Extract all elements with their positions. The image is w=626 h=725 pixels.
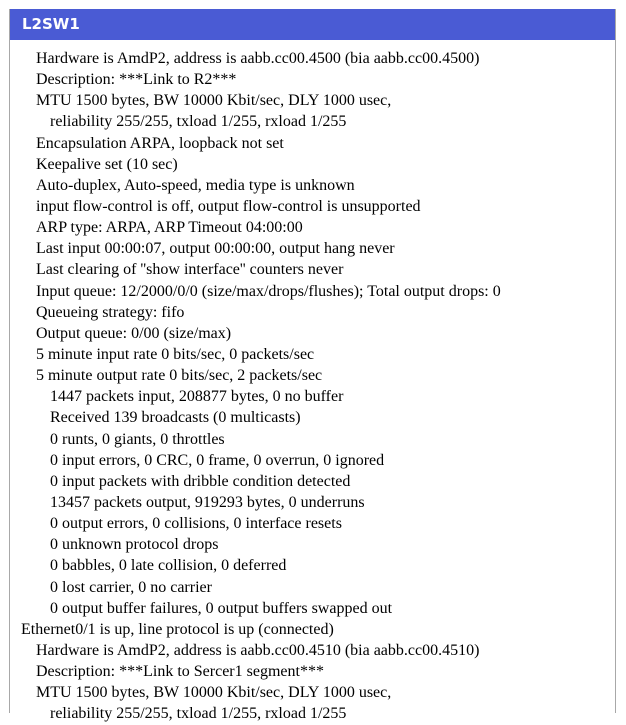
output-line: Description: ***Link to R2*** — [36, 71, 237, 89]
output-line: MTU 1500 bytes, BW 10000 Kbit/sec, DLY 1000 usec, — [36, 92, 392, 110]
output-line: 5 minute output rate 0 bits/sec, 2 packets/sec — [36, 367, 323, 385]
output-line: Output queue: 0/00 (size/max) — [36, 324, 232, 342]
terminal-output — [10, 40, 615, 725]
output-line: 0 lost carrier, 0 no carrier — [50, 578, 212, 596]
output-line: Keepalive set (10 sec) — [36, 155, 178, 173]
output-line: 0 output errors, 0 collisions, 0 interface resets — [50, 515, 342, 533]
output-line: Queueing strategy: fifo — [36, 303, 185, 321]
output-line: Auto-duplex, Auto-speed, media type is unknown — [36, 176, 355, 194]
output-line: ARP type: ARPA, ARP Timeout 04:00:00 — [36, 219, 303, 237]
output-line: Received 139 broadcasts (0 multicasts) — [50, 409, 301, 427]
output-line: 0 output buffer failures, 0 output buffers swapped out — [50, 599, 393, 617]
output-line: Last input 00:00:07, output 00:00:00, output hang never — [36, 240, 395, 258]
output-line: 5 minute input rate 0 bits/sec, 0 packets/sec — [36, 345, 315, 363]
output-line: Input queue: 12/2000/0/0 (size/max/drops/flushes); Total output drops: 0 — [36, 282, 501, 300]
output-line: 13457 packets output, 919293 bytes, 0 underruns — [50, 493, 365, 511]
output-line: 1447 packets input, 208877 bytes, 0 no buffer — [50, 388, 344, 406]
output-line: Ethernet0/1 is up, line protocol is up (connected) — [21, 620, 334, 638]
output-line: 0 input packets with dribble condition detected — [50, 472, 351, 490]
output-line: Last clearing of ''show interface'' counters never — [36, 261, 344, 279]
output-line: reliability 255/255, txload 1/255, rxload 1/255 — [50, 705, 347, 723]
window-title: L2SW1 — [10, 9, 615, 40]
output-line: 0 unknown protocol drops — [50, 536, 219, 554]
output-line: Encapsulation ARPA, loopback not set — [36, 134, 284, 152]
output-line: Hardware is AmdP2, address is aabb.cc00.4510 (bia aabb.cc00.4510) — [36, 641, 480, 659]
output-line: 0 runts, 0 giants, 0 throttles — [50, 430, 225, 448]
output-line: 0 babbles, 0 late collision, 0 deferred — [50, 557, 287, 575]
output-line: Description: ***Link to Sercer1 segment*** — [36, 663, 324, 681]
output-line: MTU 1500 bytes, BW 10000 Kbit/sec, DLY 1000 usec, — [36, 684, 392, 702]
output-line: 0 input errors, 0 CRC, 0 frame, 0 overrun, 0 ignored — [50, 451, 385, 469]
output-line: Hardware is AmdP2, address is aabb.cc00.4500 (bia aabb.cc00.4500) — [36, 50, 480, 67]
terminal-window — [9, 9, 616, 723]
output-line: reliability 255/255, txload 1/255, rxload 1/255 — [50, 113, 347, 131]
output-line: input flow-control is off, output flow-control is unsupported — [36, 197, 421, 215]
